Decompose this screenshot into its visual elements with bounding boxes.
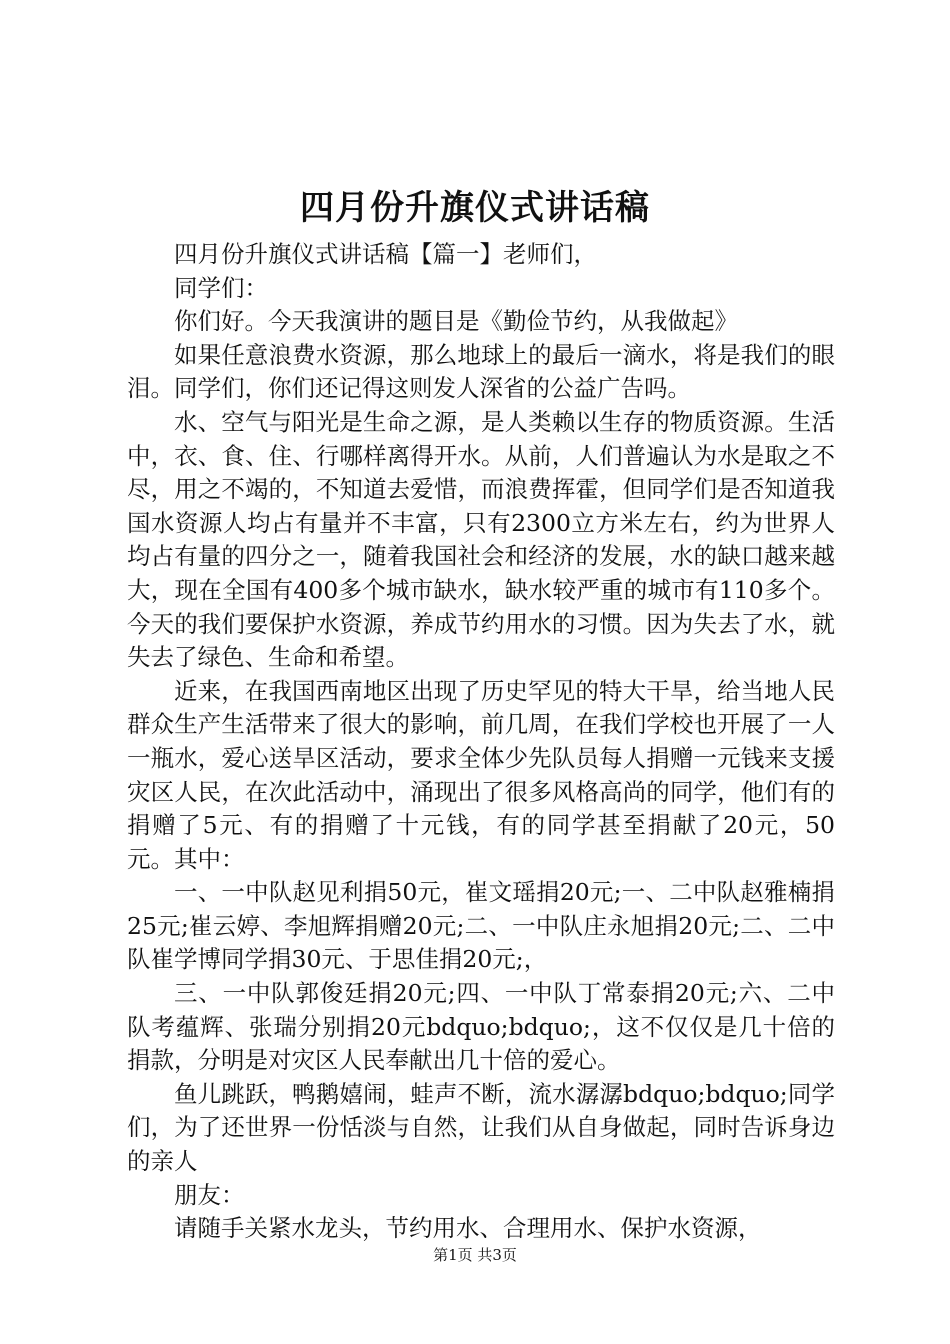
paragraph: 一、一中队赵见利捐50元，崔文瑶捐20元;一、二中队赵雅楠捐25元;崔云婷、李旭辉捐赠20元;二、一中队庄永旭捐20元;二、二中队崔学博同学捐30元、于思佳捐20元;，	[127, 878, 835, 974]
paragraph: 水、空气与阳光是生命之源，是人类赖以生存的物质资源。生活中，衣、食、住、行哪样离得开水。从前，人们普遍认为水是取之不尽，用之不竭的，不知道去爱惜，而浪费挥霍，但同学们是否知道我国水资源人均占有量并不丰富，只有2300立方米左右，约为世界人均占有量的四分之一，随着我国社会和经济的发展，水的缺口越来越大，现在全国有400多个城市缺水，缺水较严重的城市有110多个。今天的我们要保护水资源，养成节约用水的习惯。因为失去了水，就失去了绿色、生命和希望。	[127, 407, 835, 672]
paragraph: 朋友：	[174, 1180, 245, 1209]
document-title: 四月份升旗仪式讲话稿	[300, 188, 650, 228]
paragraph: 三、一中队郭俊廷捐20元;四、一中队丁常泰捐20元;六、二中队考蕴辉、张瑞分别捐20元bdquo;bdquo;，这不仅仅是几十倍的捐款，分明是对灾区人民奉献出几十倍的爱心。	[127, 979, 835, 1075]
paragraph: 你们好。今天我演讲的题目是《勤俭节约，从我做起》	[174, 307, 738, 336]
paragraph: 近来，在我国西南地区出现了历史罕见的特大干旱，给当地人民群众生产生活带来了很大的影响，前几周，在我们学校也开展了一人一瓶水，爱心送旱区活动，要求全体少先队员每人捐赠一元钱来支援灾区人民，在次此活动中，涌现出了很多风格高尚的同学，他们有的捐赠了5元、有的捐赠了十元钱，有的同学甚至捐献了20元，50元。其中：	[127, 676, 835, 873]
paragraph: 同学们：	[174, 273, 268, 302]
paragraph: 四月份升旗仪式讲话稿【篇一】老师们，	[174, 240, 597, 268]
document-body	[127, 238, 835, 1246]
paragraph: 鱼儿跳跃，鸭鹅嬉闹，蛙声不断，流水潺潺bdquo;bdquo;同学们，为了还世界一份恬淡与自然，让我们从自身做起，同时告诉身边的亲人	[127, 1079, 835, 1176]
paragraph: 如果任意浪费水资源，那么地球上的最后一滴水，将是我们的眼泪。同学们，你们还记得这则发人深省的公益广告吗。	[127, 340, 835, 403]
paragraph: 请随手关紧水龙头，节约用水、合理用水、保护水资源，	[174, 1214, 762, 1243]
page-indicator: 第1页 共3页	[433, 1246, 517, 1264]
